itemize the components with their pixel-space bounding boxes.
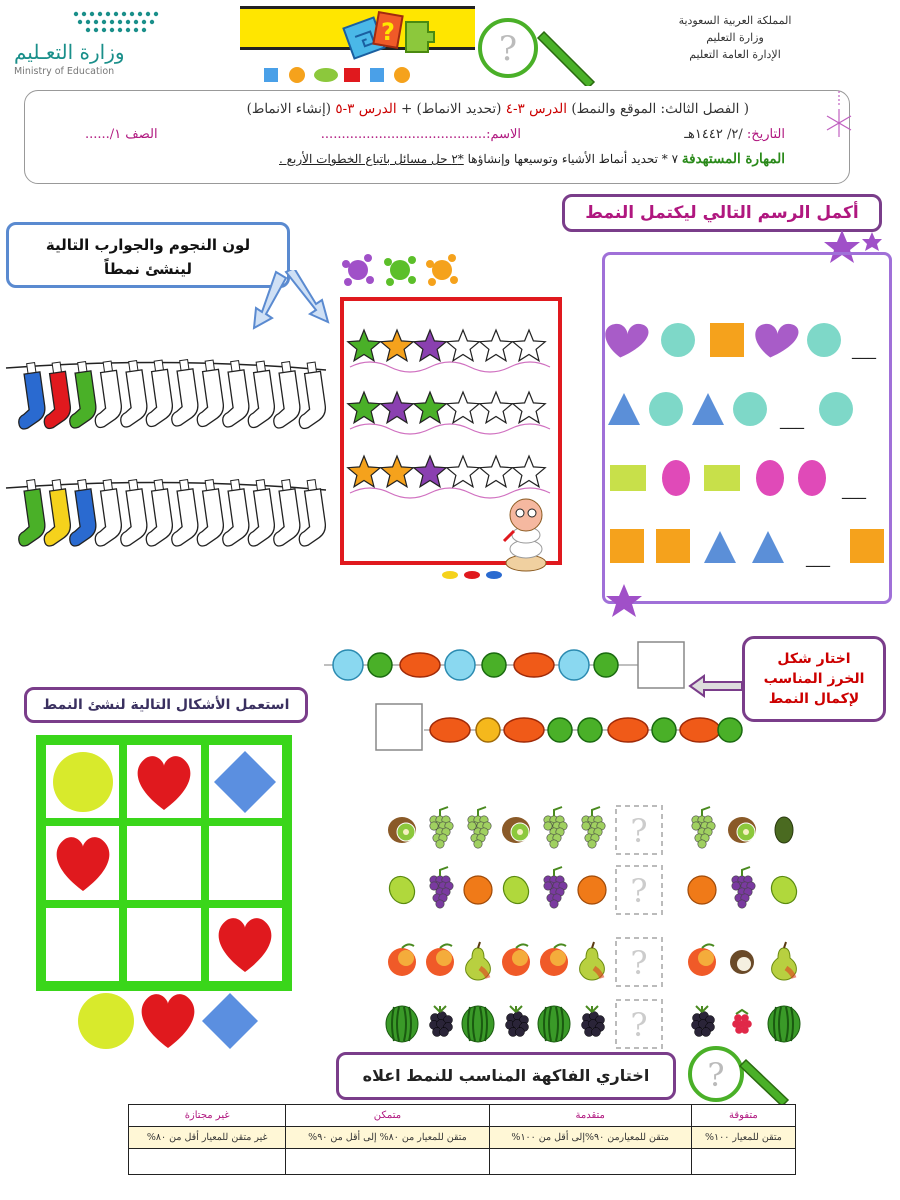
beads-title-line-2: الخرز المناسب [763,671,865,687]
orange-bead [504,718,544,742]
orange-bead [680,718,720,742]
question-mark: ? [630,1006,648,1044]
green-grapes-fruit [582,807,605,848]
pattern-row-1 [605,323,877,360]
lime-circle-shape [78,993,134,1049]
orange-bead [514,653,554,677]
shapes-legend [76,990,266,1052]
blue-triangle-shape [704,531,736,563]
blackberry-fruit [506,1006,529,1037]
blue-triangle-shape [608,393,640,425]
grid-cell[interactable] [42,904,123,985]
lime-fruit [385,872,420,908]
kiwi-fruit [388,817,416,843]
teal-circle-shape [733,392,767,426]
bead-answer-box [376,704,422,750]
colored-sock [11,479,48,547]
orange-square-shape [610,529,644,563]
red-heart-shape [130,752,198,812]
shapes-title: استعمل الأشكال التالية لنشئ النمط [24,687,308,723]
rubric-header: غير مجتازة [129,1105,286,1127]
green-bead [578,718,602,742]
orange-fruit [578,876,606,904]
skill-text-b: *٢ حل مسائل باتباع الخطوات الأربع . [279,152,464,166]
orange-square-shape [710,323,744,357]
teal-circle-shape [649,392,683,426]
raspberry-fruit [732,1010,752,1034]
empty-star [447,392,479,423]
blue-diamond-shape [212,749,278,815]
lesson-a-title: (تحديد الانماط) + [400,101,502,117]
blue-bead [559,650,589,680]
complete-pattern-title: أكمل الرسم التالي ليكتمل النمط [562,194,882,232]
watermelon-fruit [538,1006,570,1042]
green-grapes-fruit [430,807,453,848]
green-bead [652,718,676,742]
green-grapes-fruit [692,807,715,848]
grid-cell[interactable] [205,822,286,903]
pear-fruit [580,942,605,980]
rubric-mark-row [129,1149,796,1175]
colored-star [381,330,413,361]
question-mark: ? [630,872,648,910]
watermelon-fruit [386,1006,418,1042]
peach-fruit [540,944,568,976]
question-mark: ? [630,812,648,850]
arrows-icon [246,270,336,332]
rubric-header: متمكن [286,1105,489,1127]
teal-circle-shape [807,323,841,357]
ministry-logo-arabic: وزارة التعـليم [14,40,125,64]
colored-star [414,330,446,361]
empty-star [480,392,512,423]
watermelon-fruit [768,1006,800,1042]
left-arrow-icon [690,676,742,696]
red-heart-shape [49,833,117,893]
blue-triangle-shape [692,393,724,425]
grid-cell[interactable] [42,741,123,822]
rubric-mark-cell[interactable] [691,1149,795,1175]
pear-fruit [772,942,797,980]
blank-answer: ___ [852,340,876,359]
teal-circle-shape [661,323,695,357]
paint-splash-icons [340,250,464,290]
lime-fruit [767,872,802,908]
rubric-mark-cell[interactable] [286,1149,489,1175]
purple-heart-shape [755,324,798,358]
orange-square-shape [656,529,690,563]
green-grapes-fruit [468,807,491,848]
blank-answer: ___ [780,410,804,429]
swirl-line [350,488,550,498]
empty-star [480,330,512,361]
colored-star [414,456,446,487]
lime-circle-shape [51,750,115,814]
svg-text:?: ? [498,29,518,69]
peach-fruit [688,944,716,976]
name-field[interactable]: الاسم:........................................ [320,127,522,142]
grid-cell[interactable] [123,822,204,903]
purple-heart-shape [605,324,648,358]
ministry-line: وزارة التعليم [706,31,764,44]
lime-fruit [499,872,534,908]
skill-text-a: ٧ * تحديد أنماط الأشياء وتوسيعها وإنشاؤها [467,152,679,166]
watermelon-fruit [462,1006,494,1042]
beads-title-line-1: اختار شكل [777,651,851,667]
lesson-a-label: الدرس ٣-٤ [505,101,568,117]
lesson-b-title: (إنشاء الانماط) [246,101,332,117]
grid-cell[interactable] [42,822,123,903]
beads-area [324,630,744,760]
rubric-desc: متقن للمعيار ١٠٠% [691,1127,795,1149]
socks-lines [4,340,330,560]
worm-mascot [504,499,546,571]
empty-star [513,392,545,423]
shapes-grid [36,735,292,991]
orange-fruit [688,876,716,904]
empty-star [480,456,512,487]
colored-star [348,456,380,487]
rubric-desc: متقن للمعيار من ٨٠% إلى أقل من ٩٠% [286,1127,489,1149]
colored-star [348,330,380,361]
blue-bead [333,650,363,680]
pink-oval-shape [756,460,784,496]
header-banner-puzzle [240,6,600,86]
snowflake-icon [819,91,859,151]
skill-label: المهارة المستهدفة [681,151,785,167]
kingdom-line: المملكة العربية السعودية [678,14,792,27]
peach-fruit [502,944,530,976]
student-details-line [85,127,785,142]
green-bead [718,718,742,742]
ministry-logo-dots [68,8,168,36]
pattern-row-2 [608,392,853,430]
grid-cell[interactable] [205,904,286,985]
blackberry-fruit [430,1006,453,1037]
blackberry-fruit [692,1006,715,1037]
swirl-line [350,362,550,372]
kiwi-fruit [728,817,756,843]
svg-text:?: ? [707,1056,725,1094]
red-heart-shape [211,914,279,974]
skill-line [279,151,785,167]
svg-text:?: ? [381,18,395,46]
green-grapes-fruit [544,807,567,848]
peach-fruit [388,944,416,976]
star-rows [340,297,562,587]
pink-oval-shape [662,460,690,496]
coconut-fruit [730,950,754,974]
pink-oval-shape [798,460,826,496]
avocado-fruit [775,817,793,843]
empty-star [447,456,479,487]
blackberry-fruit [582,1006,605,1037]
orange-bead [608,718,648,742]
grid-cell[interactable] [205,741,286,822]
rubric-header: متقدمة [489,1105,691,1127]
paint-dots [442,571,502,579]
purple-grapes-fruit [430,867,453,908]
purple-grapes-fruit [732,867,755,908]
pattern-row-4 [610,529,884,568]
rubric-mark-cell[interactable] [489,1149,691,1175]
peach-fruit [426,944,454,976]
teal-circle-shape [819,392,853,426]
administration-line: الإدارة العامة التعليم [689,48,781,61]
shape-pattern-rows [602,305,892,585]
empty-star [447,330,479,361]
purple-grapes-fruit [544,867,567,908]
rubric-header-row [129,1105,796,1127]
lime-rect-shape [610,465,646,491]
grid-cell[interactable] [123,741,204,822]
pear-fruit [466,942,491,980]
rubric-desc: غير متقن للمعيار أقل من ٨٠% [129,1127,286,1149]
rubric-desc-row [129,1127,796,1149]
swirl-line [350,424,550,434]
blue-bead [445,650,475,680]
kiwi-fruit [502,817,530,843]
pattern-row-3 [610,460,867,500]
blank-answer: ___ [842,480,866,499]
beads-title-line-3: لإكمال النمط [768,691,860,707]
chapter-title: ( الفصل الثالث: الموقع والنمط) [571,101,749,117]
color-stars-title-line-2: لينشئ نمطاً [103,260,193,278]
purple-star-bottom-icon [600,580,660,620]
green-bead [368,653,392,677]
ministry-logo-english: Ministry of Education [14,66,115,77]
colored-star [381,392,413,423]
empty-star [513,456,545,487]
fruit-title: اختاري الفاكهة المناسب للنمط اعلاه [336,1052,676,1100]
green-bead [594,653,618,677]
question-mark: ? [630,944,648,982]
orange-bead [430,718,470,742]
orange-bead [400,653,440,677]
question-pencil-icon [686,1042,796,1106]
green-bead [482,653,506,677]
orange-fruit [464,876,492,904]
green-bead [548,718,572,742]
rubric-table [128,1104,796,1175]
kingdom-header [640,12,830,63]
rubric-header: متفوقة [691,1105,795,1127]
blue-diamond-shape [202,993,258,1049]
grid-cell[interactable] [123,904,204,985]
lesson-b-label: الدرس ٣-٥ [335,101,397,117]
colored-star [381,456,413,487]
class-field[interactable]: الصف ١/...... [85,127,158,142]
date-label: التاريخ: [746,127,785,142]
date-field[interactable]: /٢/ ١٤٤٢هـ [684,127,743,142]
colored-star [348,392,380,423]
blue-triangle-shape [752,531,784,563]
orange-square-shape [850,529,884,563]
blank-answer: ___ [806,548,830,567]
lime-rect-shape [704,465,740,491]
red-heart-shape [142,994,195,1048]
rubric-mark-cell[interactable] [129,1149,286,1175]
empty-star [513,330,545,361]
colored-sock [11,362,48,430]
yellow-bead [476,718,500,742]
color-stars-title-line-1: لون النجوم والجوارب التالية [45,236,251,254]
beads-callout [742,636,886,722]
fruit-patterns [384,798,804,1058]
lesson-title-line [247,101,749,117]
lesson-info-box [24,90,850,184]
colored-star [414,392,446,423]
bead-answer-box [638,642,684,688]
rubric-desc: متقن للمعيارمن ٩٠%إلى أقل من ١٠٠% [489,1127,691,1149]
